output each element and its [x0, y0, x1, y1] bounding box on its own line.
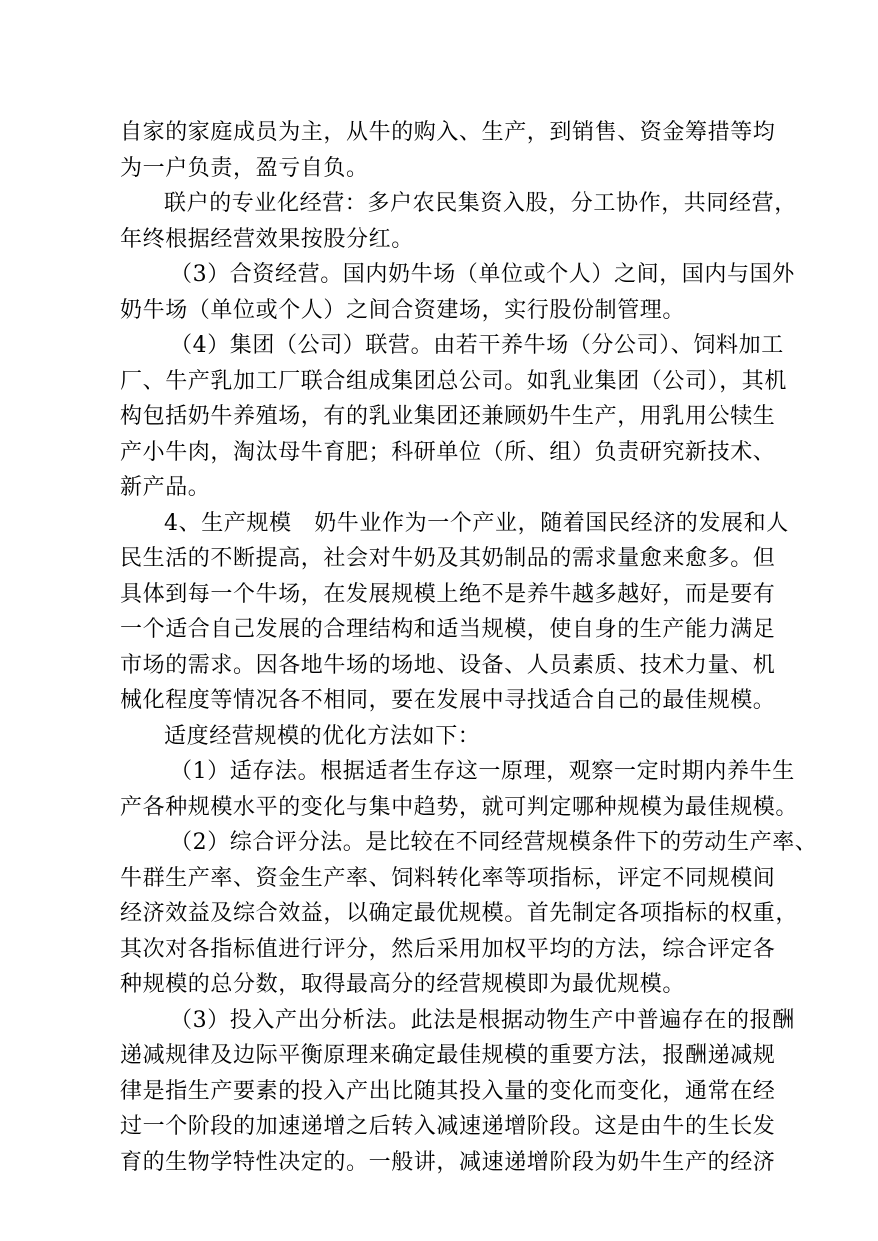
paragraph-start-line: 联户的专业化经营：多户农民集资入股，分工协作，共同经营， — [164, 191, 797, 216]
paragraph-start-line: （1）适存法。根据适者生存这一原理，观察一定时期内养牛生 — [170, 759, 795, 784]
text-line: 年终根据经营效果按股分红。 — [120, 226, 414, 252]
text-line: 产小牛肉，淘汰母牛育肥；科研单位（所、组）负责研究新技术、 — [120, 439, 776, 465]
text-line: 构包括奶牛养殖场，有的乳业集团还兼顾奶牛生产，用乳用公犊生 — [120, 404, 776, 429]
text-line: 民生活的不断提高，社会对牛奶及其奶制品的需求量愈来愈多。但 — [120, 546, 776, 571]
text-line: 新产品。 — [120, 475, 211, 500]
text-line: 育的生物学特性决定的。一般讲，减速递增阶段为奶牛生产的经济 — [120, 1149, 776, 1175]
paragraph-start-line: （3）合资经营。国内奶牛场（单位或个人）之间，国内与国外 — [170, 262, 795, 287]
text-line: 过一个阶段的加速递增之后转入减速递增阶段。这是由牛的生长发 — [120, 1114, 776, 1139]
section-heading-line: 4、生产规模 奶牛业作为一个产业，随着国民经济的发展和人 — [164, 510, 789, 536]
paragraph-start-line: 适度经营规模的优化方法如下： — [164, 723, 481, 749]
text-line: 种规模的总分数，取得最高分的经营规模即为最优规模。 — [120, 972, 686, 997]
text-line: 市场的需求。因各地牛场的场地、设备、人员素质、技术力量、机 — [120, 652, 776, 678]
paragraph-start-line: （2）综合评分法。是比较在不同经营规模条件下的劳动生产率、 — [170, 830, 818, 855]
text-line: 牛群生产率、资金生产率、饲料转化率等项指标，评定不同规模间 — [120, 865, 776, 891]
text-line: 律是指生产要素的投入产出比随其投入量的变化而变化，通常在经 — [120, 1078, 776, 1104]
text-line: 厂、牛产乳加工厂联合组成集团总公司。如乳业集团（公司），其机 — [120, 368, 788, 394]
text-line: 具体到每一个牛场，在发展规模上绝不是养牛越多越好，而是要有 — [120, 581, 776, 607]
paragraph-start-line: （3）投入产出分析法。此法是根据动物生产中普遍存在的报酬 — [170, 1007, 795, 1033]
paragraph-start-line: （4）集团（公司）联营。由若干养牛场（分公司）、饲料加工 — [170, 333, 784, 358]
text-line: 一个适合自己发展的合理结构和适当规模，使自身的生产能力满足 — [120, 617, 776, 642]
document-body — [120, 115, 818, 1180]
text-line: 械化程度等情况各不相同，要在发展中寻找适合自己的最佳规模。 — [120, 688, 776, 713]
text-line: 产各种规模水平的变化与集中趋势，就可判定哪种规模为最佳规模。 — [120, 794, 799, 820]
text-line: 奶牛场（单位或个人）之间合资建场，实行股份制管理。 — [120, 297, 686, 323]
text-line: 递减规律及边际平衡原理来确定最佳规模的重要方法，报酬递减规 — [120, 1043, 776, 1068]
text-line: 经济效益及综合效益，以确定最优规模。首先制定各项指标的权重， — [120, 901, 799, 926]
text-line: 自家的家庭成员为主，从牛的购入、生产，到销售、资金筹措等均 — [120, 120, 776, 145]
text-line: 为一户负责，盈亏自负。 — [120, 155, 369, 181]
text-line: 其次对各指标值进行评分，然后采用加权平均的方法，综合评定各 — [120, 936, 776, 962]
